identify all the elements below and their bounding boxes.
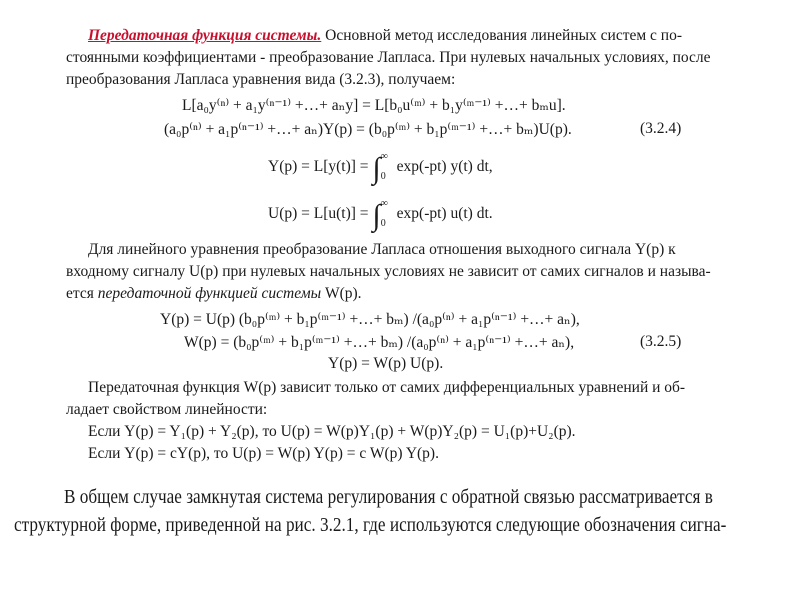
equation-number-3-2-4: (3.2.4) (640, 120, 682, 137)
equation-number-3-2-5: (3.2.5) (640, 333, 682, 350)
intro-line-1-text: Основной метод исследования линейных систем с по- (321, 27, 683, 44)
para3-line-4: Если Y(p) = cY(p), то U(p) = W(p) Y(p) = c W(p) Y(p). (88, 445, 439, 462)
equation-u-right: exp(-pt) u(t) dt. (396, 205, 493, 222)
intro-line-3: преобразования Лапласа уравнения вида (3.2.3), получаем: (66, 71, 456, 88)
transfer-function-term: передаточной функцией системы (97, 285, 322, 302)
intro-line-1 (88, 26, 682, 45)
equation-u-left: U(p) = L[u(t)] = (268, 205, 369, 222)
para2-line-1: Для линейного уравнения преобразование Лапласа отношения выходного сигнала Y(p) к (88, 241, 676, 258)
equation-output: Y(p) = U(p) (b₀p⁽ᵐ⁾ + b₁p⁽ᵐ⁻¹⁾ +…+ bₘ) /(a₀p⁽ⁿ⁾ + a₁p⁽ⁿ⁻¹⁾ +…+ aₙ), (160, 311, 580, 328)
integral-sign-icon: ∫ (372, 199, 381, 232)
para2-line-3-pre: ется (66, 285, 98, 302)
intro-line-2: стоянными коэффициентами - преобразование Лапласа. При нулевых начальных условиях, после (66, 49, 711, 66)
footer-line-1: В общем случае замкнутая система регулирования с обратной связью рассматривается в (64, 486, 713, 508)
integral-lower-limit: 0 (380, 218, 386, 229)
integral-upper-limit: ∞ (380, 198, 388, 209)
equation-y-wu: Y(p) = W(p) U(p). (328, 355, 444, 372)
para2-line-3 (66, 284, 362, 303)
equation-u-laplace (268, 198, 493, 232)
equation-y-laplace (268, 151, 493, 185)
para3-line-1: Передаточная функция W(p) зависит только от самих дифференциальных уравнений и об- (88, 379, 686, 396)
para2-line-2: входному сигналу U(p) при нулевых начальных условиях не зависит от самих сигналов и называ- (66, 263, 711, 280)
equation-y-left: Y(p) = L[y(t)] = (268, 158, 369, 175)
integral-lower-limit: 0 (380, 171, 386, 182)
equation-y-right: exp(-pt) y(t) dt, (396, 158, 493, 175)
footer-line-2: структурной форме, приведенной на рис. 3.2.1, где используются следующие обозначения сигна- (14, 514, 727, 536)
para3-line-2: ладает свойством линейности: (66, 401, 268, 418)
section-heading: Передаточная функция системы. (88, 27, 322, 44)
para2-line-3-post: W(p). (321, 285, 362, 302)
integral-upper-limit: ∞ (380, 151, 388, 162)
equation-image-form: (a₀p⁽ⁿ⁾ + a₁p⁽ⁿ⁻¹⁾ +…+ aₙ)Y(p) = (b₀p⁽ᵐ⁾ + b₁p⁽ᵐ⁻¹⁾ +…+ bₘ)U(p). (164, 121, 572, 138)
integral-sign-icon: ∫ (372, 152, 381, 185)
equation-transfer-function: W(p) = (b₀p⁽ᵐ⁾ + b₁p⁽ᵐ⁻¹⁾ +…+ bₘ) /(a₀p⁽ⁿ⁾ + a₁p⁽ⁿ⁻¹⁾ +…+ aₙ), (184, 334, 575, 351)
equation-laplace-transform: L[a₀y⁽ⁿ⁾ + a₁y⁽ⁿ⁻¹⁾ +…+ aₙy] = L[b₀u⁽ᵐ⁾ + b₁y⁽ᵐ⁻¹⁾ +…+ bₘu]. (182, 97, 566, 114)
para3-line-3: Если Y(p) = Y₁(p) + Y₂(p), то U(p) = W(p)Y₁(p) + W(p)Y₂(p) = U₁(p)+U₂(p). (88, 423, 576, 440)
